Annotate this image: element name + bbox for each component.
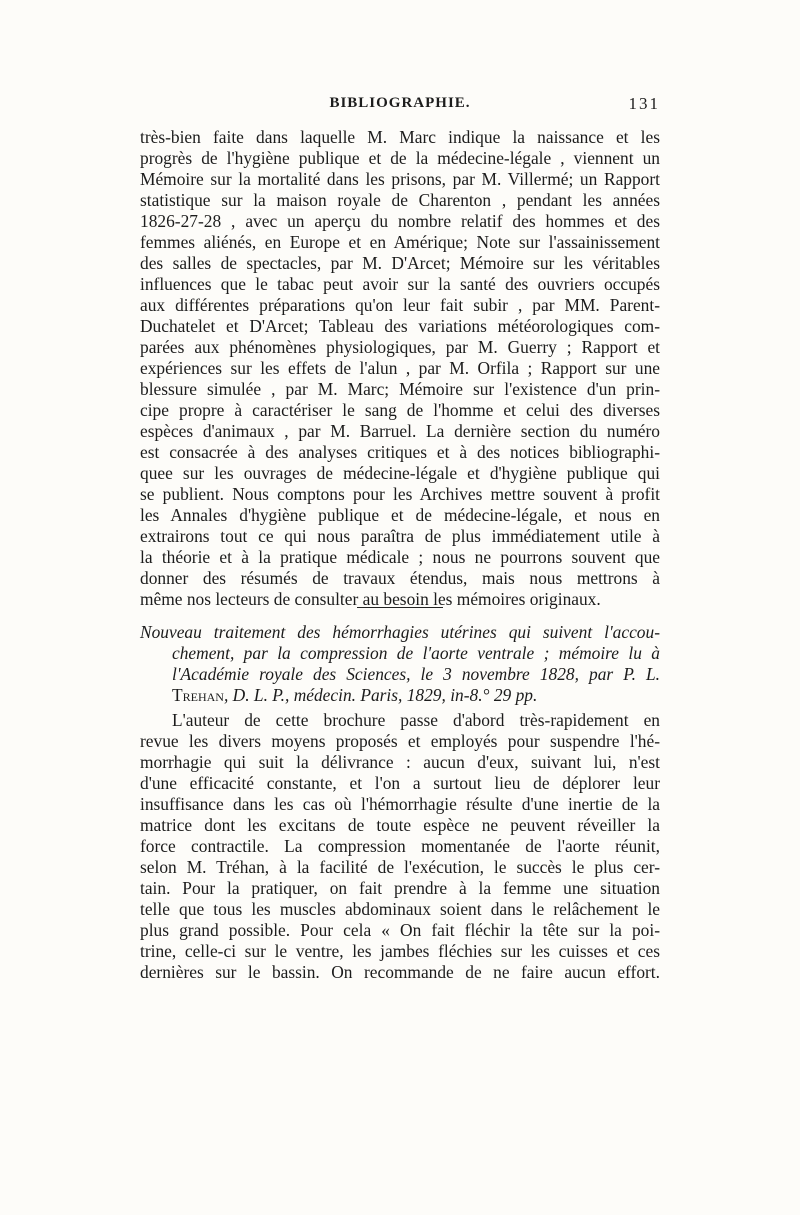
text-line: tain. Pour la pratiquer, on fait prendre à la femme une situation: [140, 878, 660, 898]
text-line: femmes aliénés, en Europe et en Amérique; Note sur l'assainissement: [140, 232, 660, 252]
text-line: cipe propre à caractériser le sang de l'homme et celui des diverses: [140, 400, 660, 420]
text-line: la théorie et à la pratique médicale ; nous ne pourrons souvent que: [140, 547, 660, 567]
text-line: Duchatelet et D'Arcet; Tableau des variations météorologiques com-: [140, 316, 660, 336]
text-line: les Annales d'hygiène publique et de médecine-légale, et nous en: [140, 505, 660, 525]
text-line: très-bien faite dans laquelle M. Marc indique la naissance et les: [140, 127, 660, 147]
text-line: espèces d'animaux , par M. Barruel. La dernière section du numéro: [140, 421, 660, 441]
text-line: est consacrée à des analyses critiques et à des notices bibliographi-: [140, 442, 660, 462]
text-line: quee sur les ouvrages de médecine-légale et d'hygiène publique qui: [140, 463, 660, 483]
entry-title-line: l'Académie royale des Sciences, le 3 novembre 1828, par P. L.: [172, 664, 660, 684]
running-title: BIBLIOGRAPHIE.: [329, 95, 471, 111]
text-line: plus grand possible. Pour cela « On fait fléchir la tête sur la poi-: [140, 920, 660, 940]
section-divider: [357, 607, 443, 608]
text-line: trine, celle-ci sur le ventre, les jambes fléchies sur les cuisses et ces: [140, 941, 660, 961]
text-line: selon M. Tréhan, à la facilité de l'exécution, le succès le plus cer-: [140, 857, 660, 877]
page-number: 131: [628, 94, 660, 113]
text-line: Mémoire sur la mortalité dans les prisons, par M. Villermé; un Rapport: [140, 169, 660, 189]
text-line: morrhagie qui suit la délivrance : aucun d'eux, suivant lui, n'est: [140, 752, 660, 772]
text-line: se publient. Nous comptons pour les Archives mettre souvent à profit: [140, 484, 660, 504]
text-line: insuffisance dans les cas où l'hémorrhagie résulte d'une inertie de la: [140, 794, 660, 814]
text-line: extrairons tout ce qui nous paraîtra de plus immédiatement utile à: [140, 526, 660, 546]
entry-imprint: , D. L. P., médecin. Paris, 1829, in-8.° 29 pp.: [223, 685, 538, 705]
text-line: influences que le tabac peut avoir sur la santé des ouvriers occupés: [140, 274, 660, 294]
text-line: statistique sur la maison royale de Charenton , pendant les années: [140, 190, 660, 210]
page-header: [140, 95, 660, 117]
entry-title-line: chement, par la compression de l'aorte ventrale ; mémoire lu à: [172, 643, 660, 663]
text-line: des salles de spectacles, par M. D'Arcet; Mémoire sur les véritables: [140, 253, 660, 273]
text-line: blessure simulée , par M. Marc; Mémoire sur l'existence d'un prin-: [140, 379, 660, 399]
text-line: dernières sur le bassin. On recommande de ne faire aucun effort.: [140, 962, 660, 982]
entry-author-line: [140, 685, 660, 706]
bibliographic-entry: [140, 622, 660, 706]
text-line: revue les divers moyens proposés et employés pour suspendre l'hé-: [140, 731, 660, 751]
text-line: même nos lecteurs de consulter au besoin les mémoires originaux.: [140, 589, 601, 609]
text-line: parées aux phénomènes physiologiques, par M. Guerry ; Rapport et: [140, 337, 660, 357]
text-line: telle que tous les muscles abdominaux soient dans le relâchement le: [140, 899, 660, 919]
text-line: matrice dont les excitans de toute espèce ne peuvent réveiller la: [140, 815, 660, 835]
entry-title-line: Nouveau traitement des hémorrhagies utérines qui suivent l'accou-: [140, 622, 660, 642]
text-line: force contractile. La compression momentanée de l'aorte réunit,: [140, 836, 660, 856]
text-line: donner des résumés de travaux étendus, mais nous mettrons à: [140, 568, 660, 588]
text-line: aux différentes préparations qu'on leur fait subir , par MM. Parent-: [140, 295, 660, 315]
text-line: 1826-27-28 , avec un aperçu du nombre relatif des hommes et des: [140, 211, 660, 231]
text-line: L'auteur de cette brochure passe d'abord très-rapidement en: [172, 710, 660, 730]
text-line: progrès de l'hygiène publique et de la médecine-légale , viennent un: [140, 148, 660, 168]
text-line: expériences sur les effets de l'alun , par M. Orfila ; Rapport sur une: [140, 358, 660, 378]
paragraph-review-continued: [140, 127, 660, 610]
text-line: d'une efficacité constante, et l'on a surtout lieu de déplorer leur: [140, 773, 660, 793]
paragraph-review: [140, 710, 660, 983]
entry-author: Trehan: [172, 685, 224, 705]
